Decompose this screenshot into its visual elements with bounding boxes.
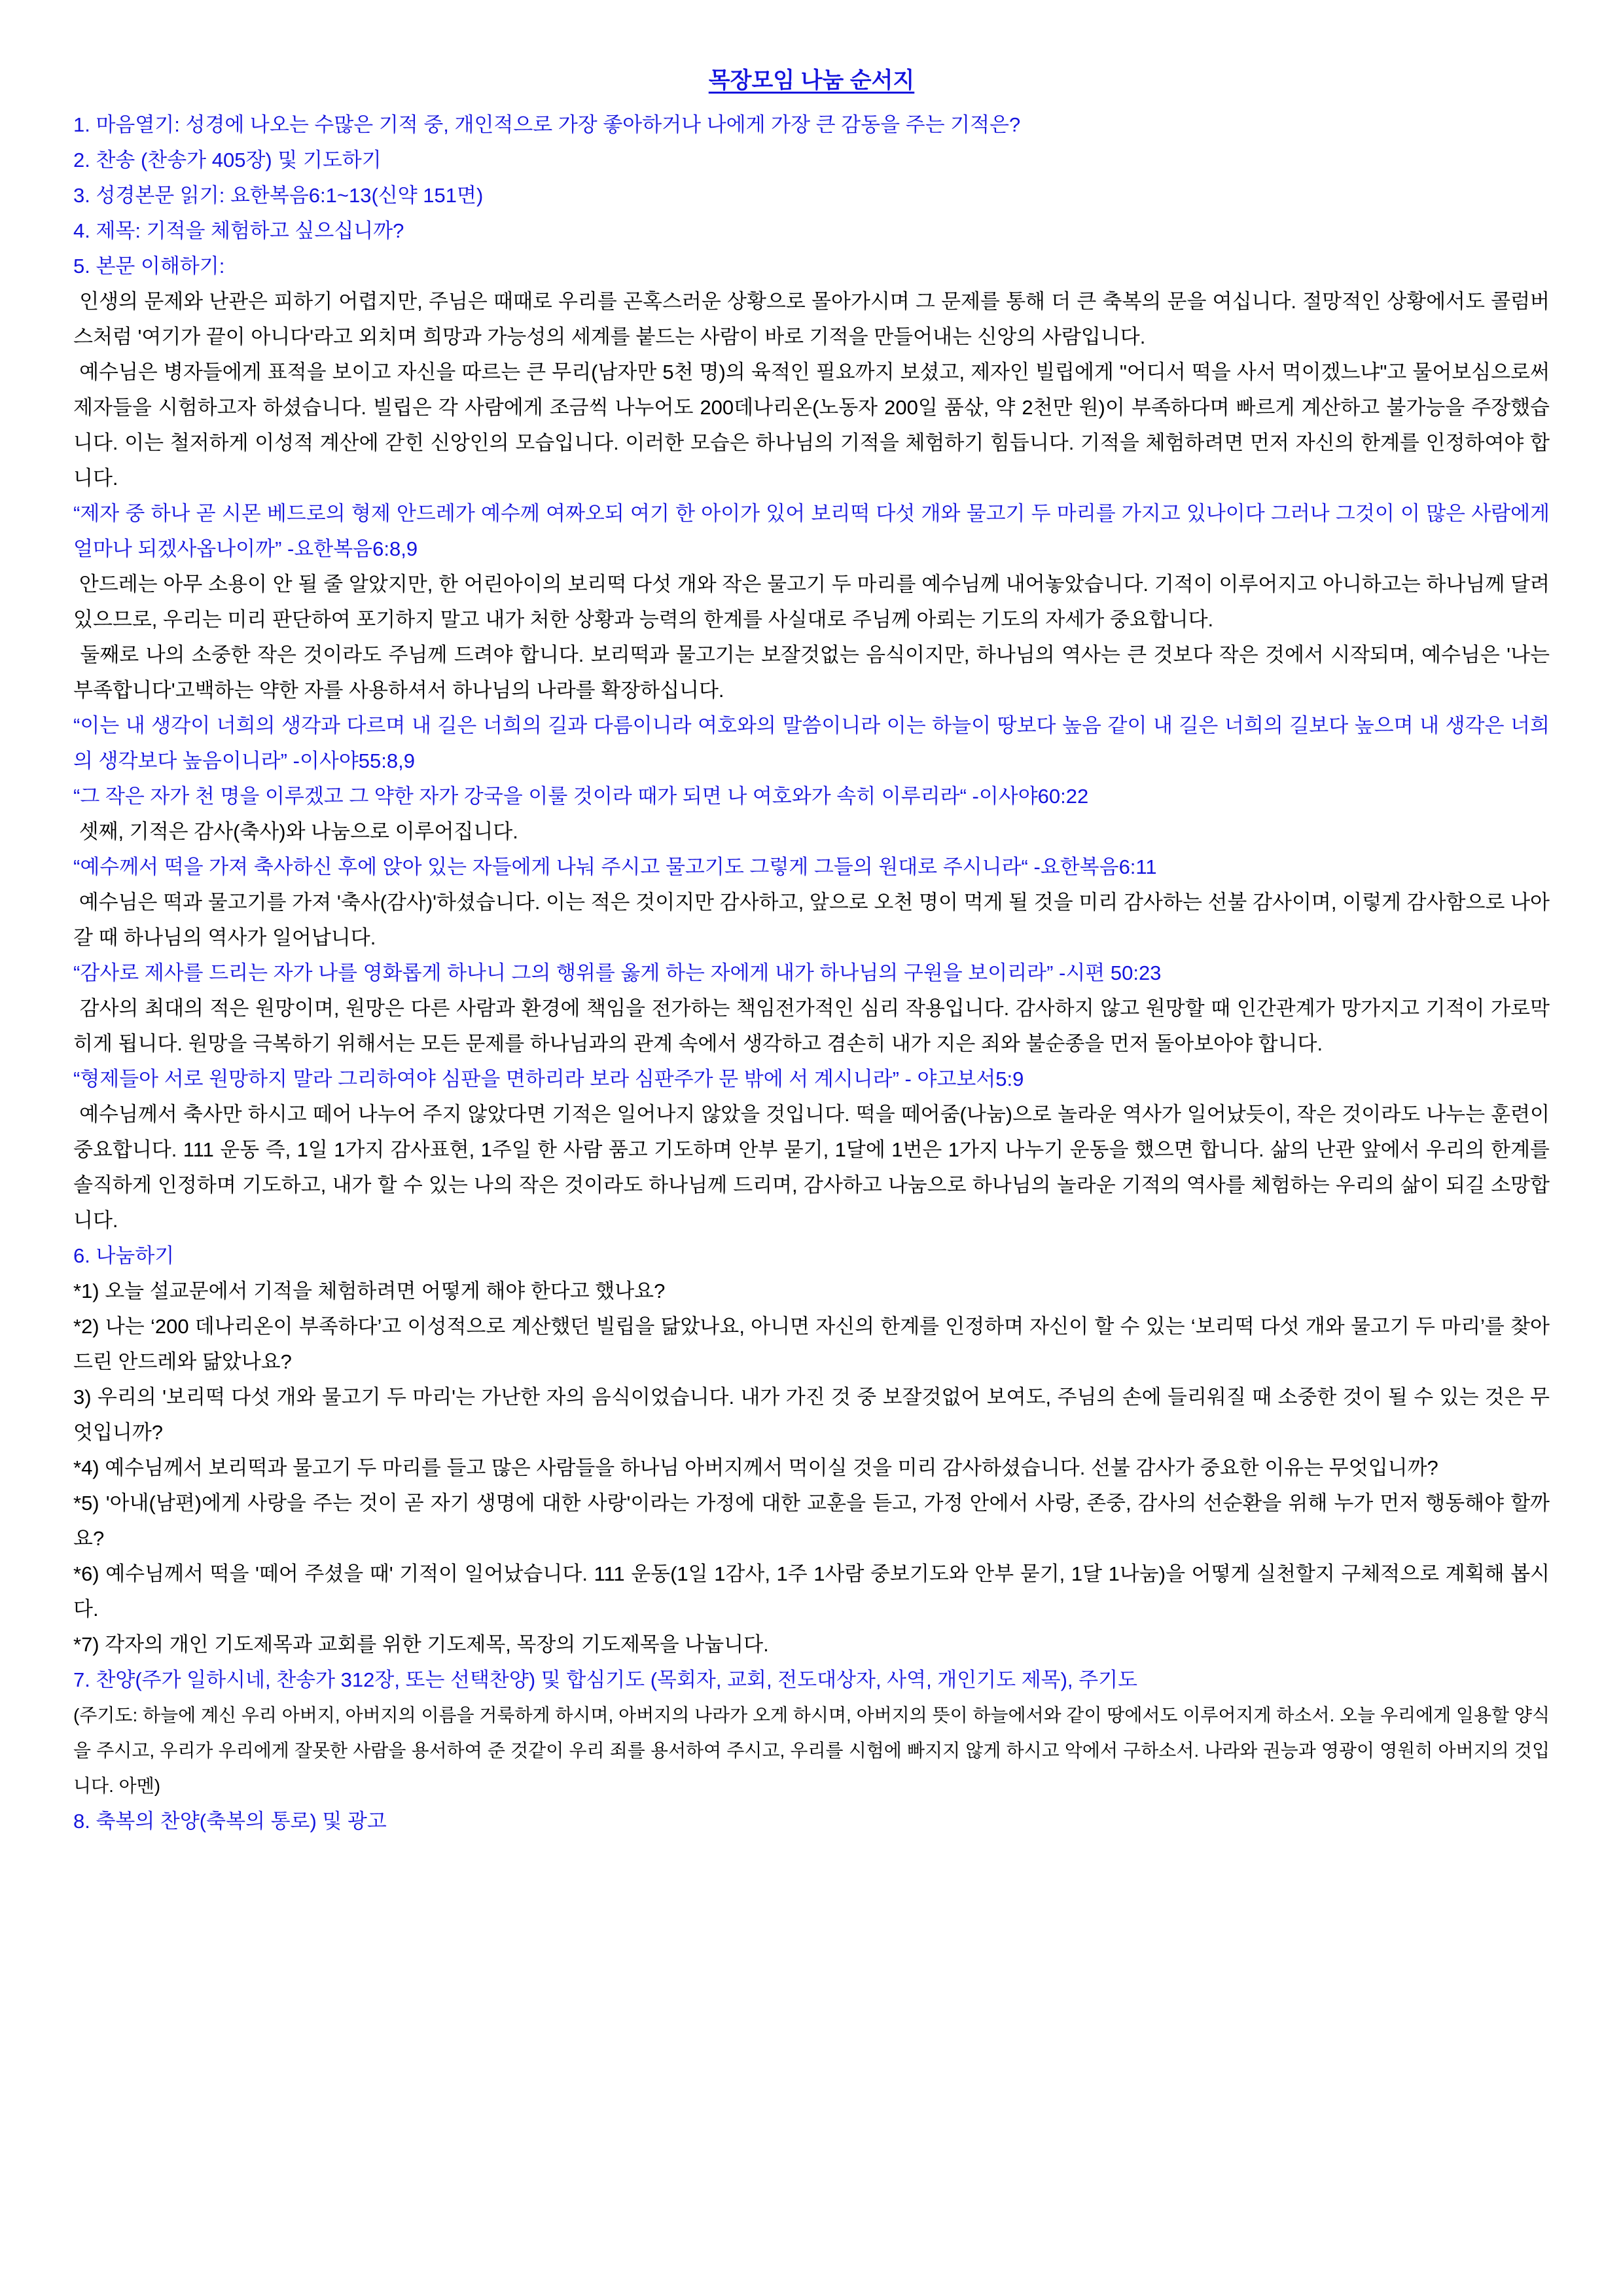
paragraph: 3) 우리의 '보리떡 다섯 개와 물고기 두 마리'는 가난한 자의 음식이었습니다. 내가 가진 것 중 보잘것없어 보여도, 주님의 손에 들리워질 때 소중한 것이 될 수 있는 것은 무엇입니까? <box>73 1386 1550 1444</box>
paragraph: *1) 오늘 설교문에서 기적을 체험하려면 어떻게 해야 한다고 했나요? <box>73 1280 666 1302</box>
scripture-verse: “형제들아 서로 원망하지 말라 그리하여야 심판을 면하리라 보라 심판주가 문 밖에 서 계시니라” - 야고보서5:9 <box>73 1067 1024 1090</box>
paragraph: 안드레는 아무 소용이 안 될 줄 알았지만, 한 어린아이의 보리떡 다섯 개와 작은 물고기 두 마리를 예수님께 내어놓았습니다. 기적이 이루어지고 아니하고는 하나님께 달려 있으므로, 우리는 미리 판단하여 포기하지 말고 내가 처한 상황과 능력의 한계를 사실대로 주님께 아뢰는 기도의 자세가 중요합니다. <box>73 573 1556 631</box>
paragraph: 셋째, 기적은 감사(축사)와 나눔으로 이루어집니다. <box>73 820 518 843</box>
paragraph: *7) 각자의 개인 기도제목과 교회를 위한 기도제목, 목장의 기도제목을 나눕니다. <box>73 1633 769 1656</box>
scripture-verse: “감사로 제사를 드리는 자가 나를 영화롭게 하나니 그의 행위를 옳게 하는 자에게 내가 하나님의 구원을 보이리라” -시편 50:23 <box>73 961 1162 984</box>
section-heading: 6. 나눔하기 <box>73 1244 175 1267</box>
paragraph: *6) 예수님께서 떡을 '떼어 주셨을 때' 기적이 일어났습니다. 111 운동(1일 1감사, 1주 1사람 중보기도와 안부 묻기, 1달 1나눔)을 어떻게 실천할지 구체적으로 계획해 봅시다. <box>73 1562 1550 1621</box>
scripture-verse: “제자 중 하나 곧 시몬 베드로의 형제 안드레가 예수께 여짜오되 여기 한 아이가 있어 보리떡 다섯 개와 물고기 두 마리를 가지고 있나이다 그러나 그것이 이 많은 사람에게 얼마나 되겠사옵나이까” -요한복음6:8,9 <box>73 502 1556 560</box>
scripture-verse: “이는 내 생각이 너희의 생각과 다르며 내 길은 너희의 길과 다름이니라 여호와의 말씀이니라 이는 하늘이 땅보다 높음 같이 내 길은 너희의 길보다 높으며 내 생각은 너희의 생각보다 높음이니라” -이사야55:8,9 <box>73 714 1550 772</box>
paragraph: *5) '아내(남편)에게 사랑을 주는 것이 곧 자기 생명에 대한 사랑'이라는 가정에 대한 교훈을 듣고, 가정 안에서 사랑, 존중, 감사의 선순환을 위해 누가 먼저 행동해야 할까요? <box>73 1492 1550 1550</box>
paragraph: 둘째로 나의 소중한 작은 것이라도 주님께 드려야 합니다. 보리떡과 물고기는 보잘것없는 음식이지만, 하나님의 역사는 큰 것보다 작은 것에서 시작되며, 예수님은 '나는 부족합니다'고백하는 약한 자를 사용하셔서 하나님의 나라를 확장하십니다. <box>73 643 1556 702</box>
scripture-verse: “그 작은 자가 천 명을 이루겠고 그 약한 자가 강국을 이룰 것이라 때가 되면 나 여호와가 속히 이루리라“ -이사야60:22 <box>73 785 1089 808</box>
paragraph: 예수님은 병자들에게 표적을 보이고 자신을 따르는 큰 무리(남자만 5천 명)의 육적인 필요까지 보셨고, 제자인 빌립에게 "어디서 떡을 사서 먹이겠느냐"고 물어보심으로써 제자들을 시험하고자 하셨습니다. 빌립은 각 사람에게 조금씩 나누어도 200데나리온(노동자 200일 품삯, 약 2천만 원)이 부족하다며 빠르게 계산하고 불가능을 주장했습니다. 이는 철저하게 이성적 계산에 갇힌 신앙인의 모습입니다. 이러한 모습은 하나님의 기적을 체험하기 힘듭니다. 기적을 체험하려면 먼저 자신의 한계를 인정하여야 합니다. <box>73 361 1556 490</box>
paragraph: 예수님께서 축사만 하시고 떼어 나누어 주지 않았다면 기적은 일어나지 않았을 것입니다. 떡을 떼어줌(나눔)으로 놀라운 역사가 일어났듯이, 작은 것이라도 나누는 훈련이 중요합니다. 111 운동 즉, 1일 1가지 감사표현, 1주일 한 사람 품고 기도하며 안부 묻기, 1달에 1번은 1가지 나누기 운동을 했으면 합니다. 삶의 난관 앞에서 우리의 한계를 솔직하게 인정하며 기도하고, 내가 할 수 있는 나의 작은 것이라도 하나님께 드리며, 감사하고 나눔으로 하나님의 놀라운 기적의 역사를 체험하는 우리의 삶이 되길 소망합니다. <box>73 1103 1556 1232</box>
paragraph: *4) 예수님께서 보리떡과 물고기 두 마리를 들고 많은 사람들을 하나님 아버지께서 먹이실 것을 미리 감사하셨습니다. 선불 감사가 중요한 이유는 무엇입니까? <box>73 1456 1438 1479</box>
paragraph: 인생의 문제와 난관은 피하기 어렵지만, 주님은 때때로 우리를 곤혹스러운 상황으로 몰아가시며 그 문제를 통해 더 큰 축복의 문을 여십니다. 절망적인 상황에서도 콜럼버스처럼 '여기가 끝이 아니다'라고 외치며 희망과 가능성의 세계를 붙드는 사람이 바로 기적을 만들어내는 신앙의 사람입니다. <box>73 290 1550 348</box>
agenda-item: 4. 제목: 기적을 체험하고 싶으십니까? <box>73 219 404 242</box>
page-title: 목장모임 나눔 순서지 <box>708 68 915 93</box>
agenda-item: 2. 찬송 (찬송가 405장) 및 기도하기 <box>73 149 382 171</box>
section-heading: 7. 찬양(주가 일하시네, 찬송가 312장, 또는 선택찬양) 및 합심기도 (목회자, 교회, 전도대상자, 사역, 개인기도 제목), 주기도 <box>73 1668 1137 1691</box>
agenda-item: 1. 마음열기: 성경에 나오는 수많은 기적 중, 개인적으로 가장 좋아하거나 나에게 가장 큰 감동을 주는 기적은? <box>73 113 1021 136</box>
agenda-item: 3. 성경본문 읽기: 요한복음6:1~13(신약 151면) <box>73 184 484 207</box>
section-heading: 8. 축복의 찬양(축복의 통로) 및 광고 <box>73 1810 387 1833</box>
paragraph: 감사의 최대의 적은 원망이며, 원망은 다른 사람과 환경에 책임을 전가하는 책임전가적인 심리 작용입니다. 감사하지 않고 원망할 때 인간관계가 망가지고 기적이 가로막히게 됩니다. 원망을 극복하기 위해서는 모든 문제를 하나님과의 관계 속에서 생각하고 겸손히 내가 지은 죄와 불순종을 먼저 돌아보아야 합니다. <box>73 997 1550 1055</box>
agenda-item: 5. 본문 이해하기: <box>73 255 225 278</box>
paragraph: 예수님은 떡과 물고기를 가져 '축사(감사)'하셨습니다. 이는 적은 것이지만 감사하고, 앞으로 오천 명이 먹게 될 것을 미리 감사하는 선불 감사이며, 이렇게 감사함으로 나아갈 때 하나님의 역사가 일어납니다. <box>73 891 1550 949</box>
scripture-verse: “예수께서 떡을 가져 축사하신 후에 앉아 있는 자들에게 나눠 주시고 물고기도 그렇게 그들의 원대로 주시니라“ -요한복음6:11 <box>73 855 1157 878</box>
paragraph: *2) 나는 ‘200 데나리온이 부족하다’고 이성적으로 계산했던 빌립을 닮았나요, 아니면 자신의 한계를 인정하며 자신이 할 수 있는 ‘보리떡 다섯 개와 물고기 두 마리’를 찾아 드린 안드레와 닮았나요? <box>73 1315 1556 1373</box>
lords-prayer: (주기도: 하늘에 계신 우리 아버지, 아버지의 이름을 거룩하게 하시며, 아버지의 나라가 오게 하시며, 아버지의 뜻이 하늘에서와 같이 땅에서도 이루어지게 하소서. 오늘 우리에게 일용할 양식을 주시고, 우리가 우리에게 잘못한 사람을 용서하여 준 것같이 우리 죄를 용서하여 주시고, 우리를 시험에 빠지지 않게 하시고 악에서 구하소서. 나라와 권능과 영광이 영원히 아버지의 것입니다. 아멘) <box>73 1705 1550 1796</box>
content-blocks <box>73 107 1556 1839</box>
